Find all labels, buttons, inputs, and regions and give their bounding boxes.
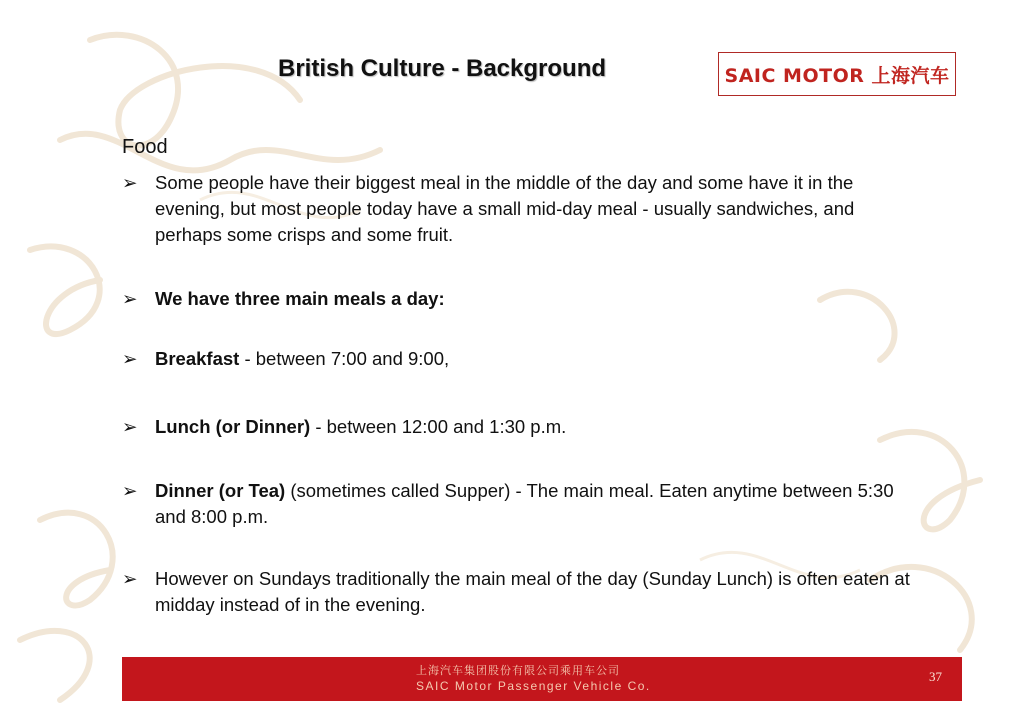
bullet-text: However on Sundays traditionally the main meal of the day (Sunday Lunch) is often eaten at midday instead of in the evening.	[155, 568, 910, 615]
bullet-text: - between 7:00 and 9:00,	[239, 348, 450, 369]
bullet-bold-text: Breakfast	[155, 348, 240, 369]
arrow-bullet-icon: ➢	[122, 172, 138, 193]
page-title: British Culture - Background	[278, 55, 607, 82]
arrow-bullet-icon: ➢	[122, 288, 138, 309]
arrow-bullet-icon: ➢	[122, 480, 138, 501]
section-label: Food	[122, 136, 168, 158]
bullet-item	[122, 170, 922, 248]
bullet-bold-text: Lunch (or Dinner)	[155, 416, 311, 437]
footer-bar	[122, 657, 962, 701]
bullet-item	[122, 346, 922, 372]
logo-text: SAIC MOTOR 上海汽车	[724, 64, 950, 87]
bullet-item	[122, 286, 922, 312]
bullet-item	[122, 414, 922, 440]
arrow-bullet-icon: ➢	[122, 416, 138, 437]
bullet-item	[122, 566, 922, 618]
bullet-bold-text: Dinner (or Tea)	[155, 480, 286, 501]
bullet-text: - between 12:00 and 1:30 p.m.	[310, 416, 567, 437]
arrow-bullet-icon: ➢	[122, 568, 138, 589]
bullet-item	[122, 478, 922, 530]
footer-company-cn: 上海汽车集团股份有限公司乘用车公司	[416, 665, 620, 677]
bullet-bold-text: We have three main meals a day:	[155, 288, 445, 309]
arrow-bullet-icon: ➢	[122, 348, 138, 369]
footer-company-en: SAIC Motor Passenger Vehicle Co.	[416, 679, 651, 693]
bullet-text: Some people have their biggest meal in the middle of the day and some have it in the evening, but most people today have a small mid-day meal - usually sandwiches, and perhaps some crisps and some fruit.	[155, 172, 855, 245]
page-number: 37	[929, 669, 942, 684]
company-logo	[718, 52, 956, 96]
bullet-text: (sometimes called Supper) - The main meal. Eaten anytime between 5:30 and 8:00 p.m.	[155, 480, 894, 527]
